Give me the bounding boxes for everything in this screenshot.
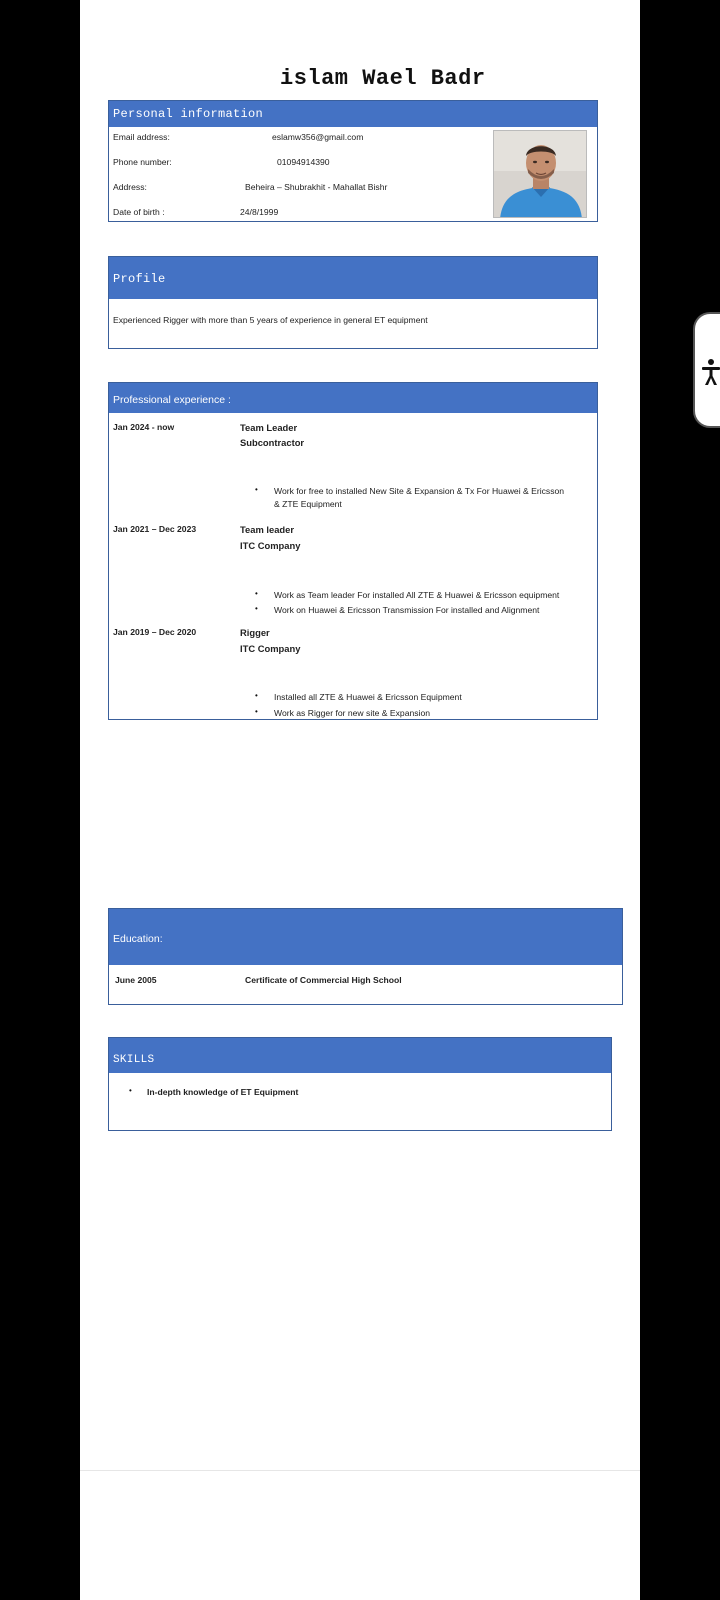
dob-value: 24/8/1999 [240, 207, 279, 217]
experience-bullet-1-1: Work for free to installed New Site & Expansion & Tx For Huawei & Ericsson [274, 486, 565, 496]
experience-header: Professional experience : [109, 383, 597, 413]
phone-label: Phone number: [113, 157, 172, 167]
experience-period-2: Jan 2021 – Dec 2023 [113, 524, 197, 534]
bullet-icon: • [255, 691, 258, 700]
experience-company-2: ITC Company [240, 540, 301, 551]
profile-header: Profile [109, 257, 597, 299]
skills-item-1: In-depth knowledge of ET Equipment [147, 1087, 299, 1097]
experience-company-3: ITC Company [240, 643, 301, 654]
bullet-icon: • [129, 1086, 132, 1095]
resume-page [80, 0, 640, 1600]
bullet-icon: • [255, 485, 258, 494]
experience-period-3: Jan 2019 – Dec 2020 [113, 627, 197, 637]
experience-bullet-3-2: Work as Rigger for new site & Expansion [274, 708, 431, 718]
experience-bullet-2-2: Work on Huawei & Ericsson Transmission For installed and Alignment [274, 605, 540, 615]
experience-bullet-2-1: Work as Team leader For installed All ZTE & Huawei & Ericsson equipment [274, 590, 560, 600]
personal-info-header: Personal information [109, 101, 597, 127]
experience-title-1: Team Leader [240, 422, 298, 433]
email-value: eslamw356@gmail.com [272, 132, 364, 142]
experience-bullet-1-2: & ZTE Equipment [274, 499, 342, 509]
skills-section [108, 1037, 612, 1131]
education-degree: Certificate of Commercial High School [245, 975, 402, 985]
dob-label: Date of birth : [113, 207, 165, 217]
accessibility-button[interactable] [693, 312, 720, 428]
profile-section [108, 256, 598, 349]
experience-bullet-3-1: Installed all ZTE & Huawei & Ericsson Equipment [274, 692, 462, 702]
resume-name: islam Wael Badr [280, 66, 486, 91]
skills-header: SKILLS [109, 1038, 611, 1073]
address-label: Address: [113, 182, 147, 192]
profile-text: Experienced Rigger with more than 5 years of experience in general ET equipment [113, 315, 428, 325]
experience-section [108, 382, 598, 720]
personal-info-section [108, 100, 598, 222]
education-date: June 2005 [115, 975, 157, 985]
page-divider [80, 1470, 640, 1471]
accessibility-icon [700, 358, 720, 386]
person-photo-icon [494, 131, 587, 218]
experience-company-1: Subcontractor [240, 437, 305, 448]
email-label: Email address: [113, 132, 170, 142]
experience-period-1: Jan 2024 - now [113, 422, 175, 432]
bullet-icon: • [255, 589, 258, 598]
bullet-icon: • [255, 604, 258, 613]
experience-title-2: Team leader [240, 524, 295, 535]
address-value: Beheira – Shubrakhit - Mahallat Bishr [245, 182, 388, 192]
experience-title-3: Rigger [240, 627, 270, 638]
phone-value: 01094914390 [277, 157, 330, 167]
profile-photo [493, 130, 587, 218]
bullet-icon: • [255, 707, 258, 716]
education-section [108, 908, 623, 1005]
education-header: Education: [109, 909, 622, 965]
